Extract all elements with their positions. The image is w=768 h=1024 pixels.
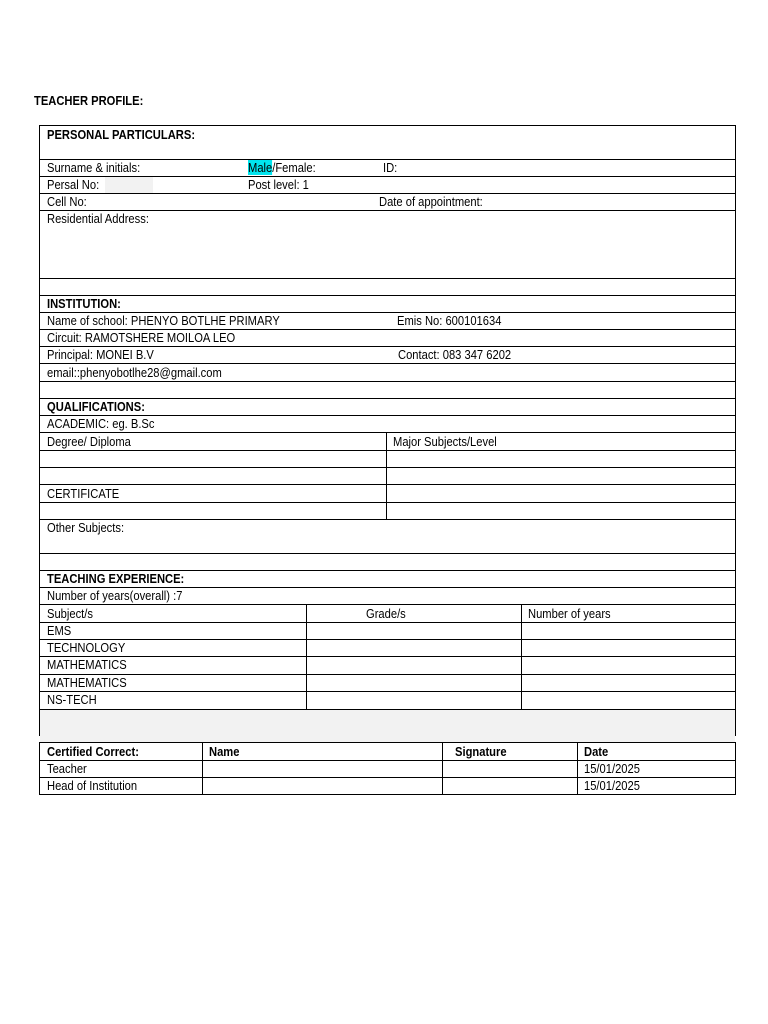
years-column-header: Number of years xyxy=(528,606,611,621)
emis-number: Emis No: 600101634 xyxy=(397,313,502,328)
date-column-header: Date xyxy=(584,744,609,759)
section-heading-institution: INSTITUTION: xyxy=(47,296,121,311)
appointment-date-label: Date of appointment: xyxy=(379,194,483,209)
certified-date: 15/01/2025 xyxy=(584,761,640,776)
persal-no-field[interactable] xyxy=(105,177,153,193)
school-name: Name of school: PHENYO BOTLHE PRIMARY xyxy=(47,313,280,328)
subject-row-label: MATHEMATICS xyxy=(47,675,127,690)
principal: Principal: MONEI B.V xyxy=(47,347,154,362)
table-right-border xyxy=(735,125,736,736)
years-overall: Number of years(overall) :7 xyxy=(47,588,183,603)
subject-row-label: TECHNOLOGY xyxy=(47,640,126,655)
certified-date: 15/01/2025 xyxy=(584,778,640,793)
page-title: TEACHER PROFILE: xyxy=(34,93,144,108)
section-heading-qualifications: QUALIFICATIONS: xyxy=(47,399,145,414)
gender-field[interactable] xyxy=(248,160,316,175)
gender-female-label: /Female: xyxy=(272,160,316,175)
section-heading-experience: TEACHING EXPERIENCE: xyxy=(47,571,185,586)
certified-correct-header: Certified Correct: xyxy=(47,744,139,759)
academic-label: ACADEMIC: eg. B.Sc xyxy=(47,416,155,431)
persal-label: Persal No: xyxy=(47,177,100,192)
name-column-header: Name xyxy=(209,744,240,759)
address-label: Residential Address: xyxy=(47,211,149,226)
certifier-role: Teacher xyxy=(47,761,87,776)
id-label: ID: xyxy=(383,160,398,175)
signature-column-header: Signature xyxy=(455,744,507,759)
section-heading-personal: PERSONAL PARTICULARS: xyxy=(47,127,196,142)
gender-male-highlighted: Male xyxy=(248,160,273,175)
post-level: Post level: 1 xyxy=(248,177,309,192)
certificate-label: CERTIFICATE xyxy=(47,486,120,501)
surname-label: Surname & initials: xyxy=(47,160,141,175)
shaded-spacer-row xyxy=(40,710,735,743)
subject-row-label: EMS xyxy=(47,623,72,638)
subject-row-label: NS-TECH xyxy=(47,692,97,707)
subject-row-label: MATHEMATICS xyxy=(47,657,127,672)
circuit: Circuit: RAMOTSHERE MOILOA LEO xyxy=(47,330,236,345)
grades-column-header: Grade/s xyxy=(366,606,406,621)
certifier-role: Head of Institution xyxy=(47,778,138,793)
cell-label: Cell No: xyxy=(47,194,87,209)
subjects-column-header: Subject/s xyxy=(47,606,93,621)
contact-number: Contact: 083 347 6202 xyxy=(398,347,512,362)
other-subjects-label: Other Subjects: xyxy=(47,520,125,535)
email: email::phenyobotlhe28@gmail.com xyxy=(47,365,222,380)
major-subjects-column-header: Major Subjects/Level xyxy=(393,434,497,449)
table-left-border xyxy=(39,125,40,736)
degree-column-header: Degree/ Diploma xyxy=(47,434,131,449)
